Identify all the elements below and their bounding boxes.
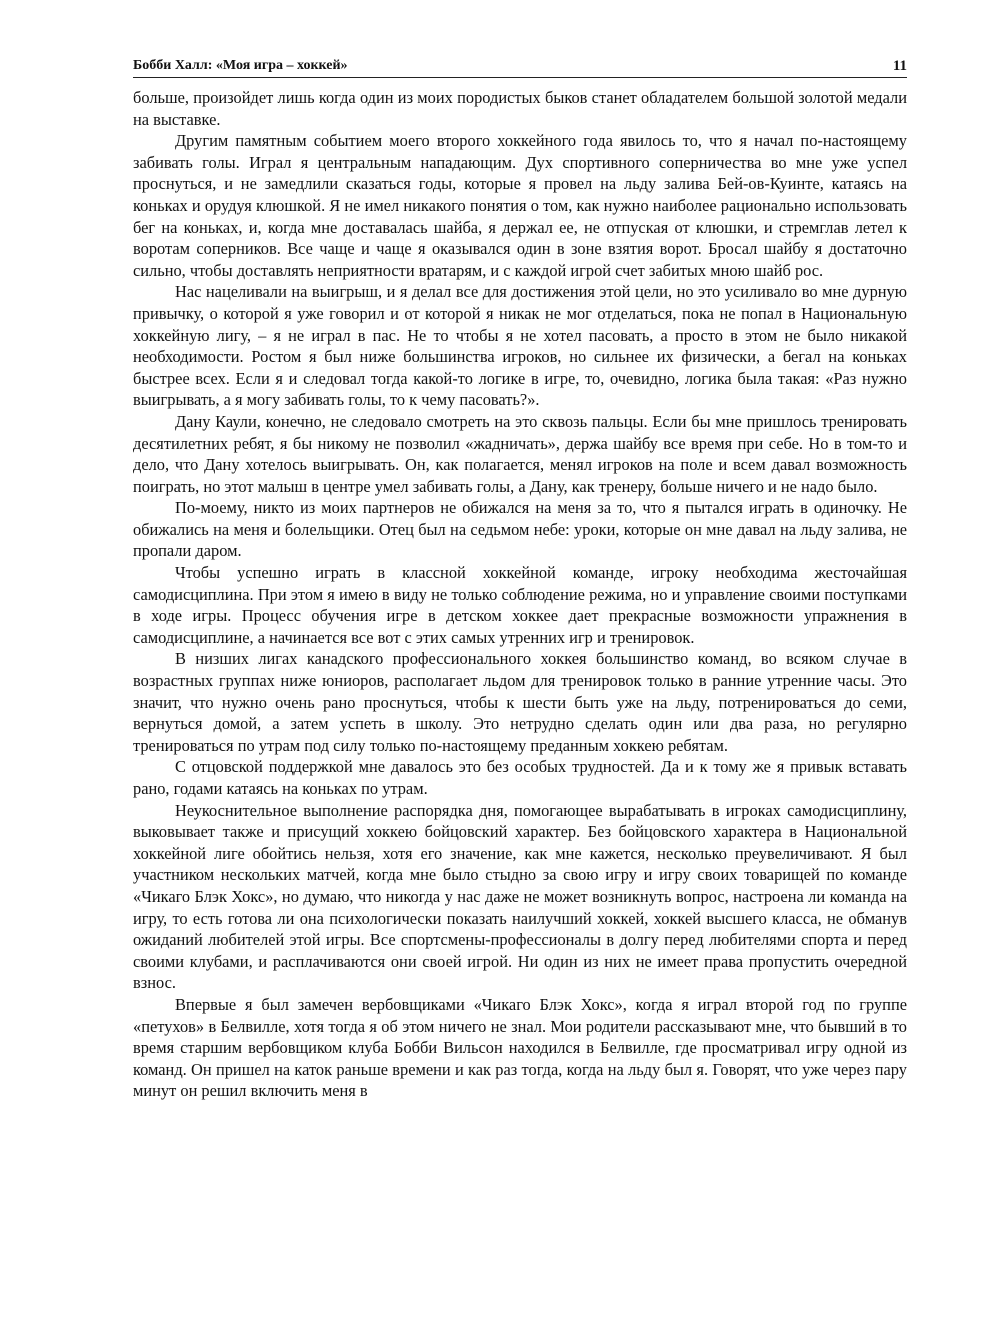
paragraph: В низших лигах канадского профессионального хоккея большинство команд, во всяком случае в возрастных группах ниже юниоров, располагает льдом для тренировок только в ранние утренние часы. Это значит, что нужно очень рано проснуться, чтобы к шести быть уже на льду, потренироваться до семи, вернуться домой, а затем успеть в школу. Это нетрудно сделать один или два раза, но регулярно тренироваться по утрам под силу только по-настоящему преданным хоккею ребятам. bbox=[133, 649, 907, 755]
paragraph: Дану Каули, конечно, не следовало смотреть на это сквозь пальцы. Если бы мне пришлось тренировать десятилетних ребят, я бы никому не позволил «жадничать», держа шайбу все время при себе. Но в том-то и дело, что Дану хотелось выигрывать. Он, как полагается, менял игроков на поле и всем давал возможность поиграть, но этот малыш в центре умел забивать голы, а Дану, как тренеру, больше ничего и не надо было. bbox=[133, 411, 907, 496]
paragraph: Другим памятным событием моего второго хоккейного года явилось то, что я начал по-настоящему забивать голы. Играл я центральным нападающим. Дух спортивного соперничества во мне уже успел проснуться, и не замедлили сказаться годы, которые я провел на льду залива Бей-ов-Куинте, катаясь на коньках и орудуя клюшкой. Я не имел никакого понятия о том, как нужно наиболее рационально использовать бег на коньках, и, когда мне доставалась шайба, я держал ее, не отпуская от клюшки, и стремглав летел к воротам соперников. Все чаще и чаще я оказывался один в зоне взятия ворот. Бросал шайбу я достаточно сильно, чтобы доставлять неприятности вратарям, и с каждой игрой счет забитых мною шайб рос. bbox=[133, 131, 907, 280]
paragraph: Неукоснительное выполнение распорядка дня, помогающее вырабатывать в игроках самодисциплину, выковывает также и присущий хоккею бойцовский характер. Без бойцовского характера в Национальной хоккейной лиге обойтись нельзя, хотя его значение, как мне кажется, несколько преувеличивают. Я был участником нескольких матчей, когда мне было стыдно за свою игру и игру своих товарищей по команде «Чикаго Блэк Хокс», но думаю, что никогда у нас даже не может возникнуть вопрос, настроена ли команда на игру, то есть готова ли она психологически показать наилучший хоккей, хоккей высшего класса, не обманув ожиданий любителей этой игры. Все спортсмены-профессионалы в долгу перед любителями спорта и перед своими клубами, и расплачиваются они своей игрой. Ни один из них не имеет права пропустить очередной взнос. bbox=[133, 800, 907, 993]
paragraph: Нас нацеливали на выигрыш, и я делал все для достижения этой цели, но это усиливало во мне дурную привычку, о которой я уже говорил и от которой я никак не мог отделаться, пока не попал в Национальную хоккейную лигу, – я не играл в пас. Не то чтобы я не хотел пасовать, а просто в этом не было никакой необходимости. Ростом я был ниже большинства игроков, но сильнее их физически, а бегал на коньках быстрее всех. Если я и следовал тогда какой-то логике в игре, то, очевидно, логика была такая: «Раз нужно выигрывать, а я могу забивать голы, то к чему пасовать?». bbox=[133, 282, 907, 410]
paragraph: По-моему, никто из моих партнеров не обижался на меня за то, что я пытался играть в одиночку. Не обижались на меня и болельщики. Отец был на седьмом небе: уроки, которые он мне давал на льду залива, не пропали даром. bbox=[133, 498, 907, 561]
paragraph: Впервые я был замечен вербовщиками «Чикаго Блэк Хокс», когда я играл второй год по группе «петухов» в Белвилле, хотя тогда я об этом ничего не знал. Мои родители рассказывают мне, что бывший в то время старшим вербовщиком клуба Бобби Вильсон находился в Белвилле, где просматривал игру одной из команд. Он пришел на каток раньше времени и как раз тогда, когда на льду был я. Говорят, что уже через пару минут он решил включить меня в bbox=[133, 994, 907, 1101]
paragraph: С отцовской поддержкой мне давалось это без особых трудностей. Да и к тому же я привык вставать рано, годами катаясь на коньках по утрам. bbox=[133, 757, 907, 798]
running-title: Бобби Халл: «Моя игра – хоккей» bbox=[133, 58, 348, 73]
paragraph-continued: больше, произойдет лишь когда один из моих породистых быков станет обладателем большой золотой медали на выставке. bbox=[133, 88, 907, 129]
paragraph: Чтобы успешно играть в классной хоккейной команде, игроку необходима жесточайшая самодисциплина. При этом я имею в виду не только соблюдение режима, но и управление своими поступками в ходе игры. Процесс обучения игре в детском хоккее дает прекрасные возможности упражнения в самодисциплине, а начинается все вот с этих самых утренних игр и тренировок. bbox=[133, 563, 907, 647]
body-text bbox=[133, 87, 907, 1102]
running-header bbox=[133, 56, 907, 78]
book-page bbox=[133, 56, 907, 1102]
page-number: 11 bbox=[892, 58, 907, 74]
